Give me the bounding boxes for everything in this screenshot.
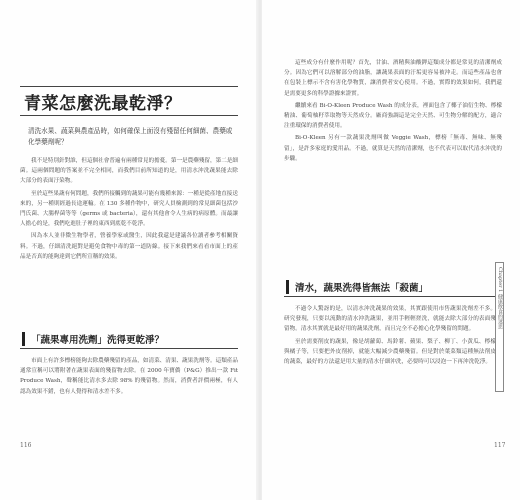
paragraph: 至於需要削皮的蔬果，像是胡蘿蔔、馬鈴薯、蘋果、梨子、柳丁、小黃瓜、檸檬與橘子等，只要把外皮削掉，就能大幅減少農藥殘留。但是對於葉菜類這種無法削皮的蔬菜，最好的方法還是用大量的清水仔細沖洗，必要時可以浸泡一下再沖洗乾淨。 (284, 338, 496, 366)
section-rule (20, 348, 238, 349)
right-body-text (284, 58, 502, 166)
section-rule (284, 296, 496, 297)
right-section-text (284, 304, 496, 369)
chapter-tab-label: Chapter 1 健康飲食的迷思 (497, 267, 503, 329)
page-number: 116 (20, 442, 32, 449)
chapter-tab (495, 262, 504, 392)
section-heading: 「蔬果專用洗劑」洗得更乾淨？ (22, 332, 164, 346)
paragraph: 繼續來看 Bi-O-Kleen Produce Wash 的成分表，裡面包含了椰子油衍生物、檸檬精油、葡萄柚籽萃取物等天然成分。廠商強調這是完全天然、可生物分解的配方，適合注重環保的消費者使用。 (284, 102, 502, 130)
paragraph: 不過令人驚訝的是，以清水沖洗蔬果的效果，其實跟使用市售蔬果洗劑差不多。研究發現，只要以流動的清水沖洗蔬果，並用手輕輕搓洗，就能去除大部分的表面殘留物。清水其實就是最好用的蔬果洗劑，而且完全不必擔心化學殘留的問題。 (284, 306, 496, 333)
paragraph: 這些成分有什麼作用呢？首先，甘油、酒精與油酸鉀這類成分都是常見的清潔劑成分。因為它們可以溶解部分的油脂，讓蔬果表面的汙垢更容易被沖走。而這些產品也會在包裝上標示不含有害化學物質，讓消費者安心使用。不過，實際的效果如何，我們還是需要更多的科學證據來證實。 (284, 60, 502, 97)
paragraph: 我不是特別針對誰，但這個社會普遍有兩種常見的擔憂。第一是農藥殘留，第二是細菌。這兩個問題的答案並不完全相同，而我們目前所知道的是，用清水沖洗蔬果能去除大部分的表面汙染物。 (20, 158, 238, 185)
paragraph: 至於這些果蔬有何問題，我們所接觸到的蔬果可能有幾種來源：一種是從產地直接送來的，另一種則經過長途運輸。在 130 多種作物中，研究人員檢測到的常見細菌包括沙門氏菌、大腸桿菌等等（germs 或 bacteria），還有其他會令人生病的病原體。而最讓人擔心的是，我們吃進肚子裡的東西到底乾不乾淨。 (20, 190, 238, 228)
left-body-text (20, 156, 238, 264)
right-page (262, 0, 520, 500)
lead-paragraph: 清洗水果、蔬菜與農產品時，如何確保上面沒有殘留任何細菌、農藥或化學藥劑呢？ (28, 127, 233, 146)
chapter-title: 青菜怎麼洗最乾淨？ (24, 94, 182, 114)
section-heading: 清水，蔬果洗得皆無法「殺菌」 (286, 280, 428, 294)
paragraph: Bi-O-Kleen 另有一款蔬果洗劑叫做 Veggie Wash，標榜「無毒、無味、無殘留」，是許多家庭的愛用品。不過，就算是天然的清潔劑，也不代表可以取代清水沖洗的步驟。 (284, 135, 502, 162)
left-section-text (20, 356, 238, 399)
paragraph: 市面上有許多標榜能夠去除農藥殘留的產品，如清菜、清果、蔬果洗劑等。這類產品通常宣稱可以將附著在蔬果表面的殘留物去除。在 2000 年寶僑（P&G）推出一款 Fit Produce Wash，聲稱能比清水多去除 98% 的殘留物。然而，消費者評價兩極，有人認為效果不錯，也有人覺得和清水差不多。 (20, 358, 238, 395)
page-number: 117 (494, 442, 506, 449)
paragraph: 因為本人並非微生物學者，營養學家或醫生，因此我還是建議各位讀者參考相關資料。不過，仔細清洗絕對是避免食物中毒的第一道防線。接下來我們來看看市面上的產品是否真的能夠達到它們所宣稱的效果。 (20, 233, 238, 260)
left-page (0, 0, 258, 500)
